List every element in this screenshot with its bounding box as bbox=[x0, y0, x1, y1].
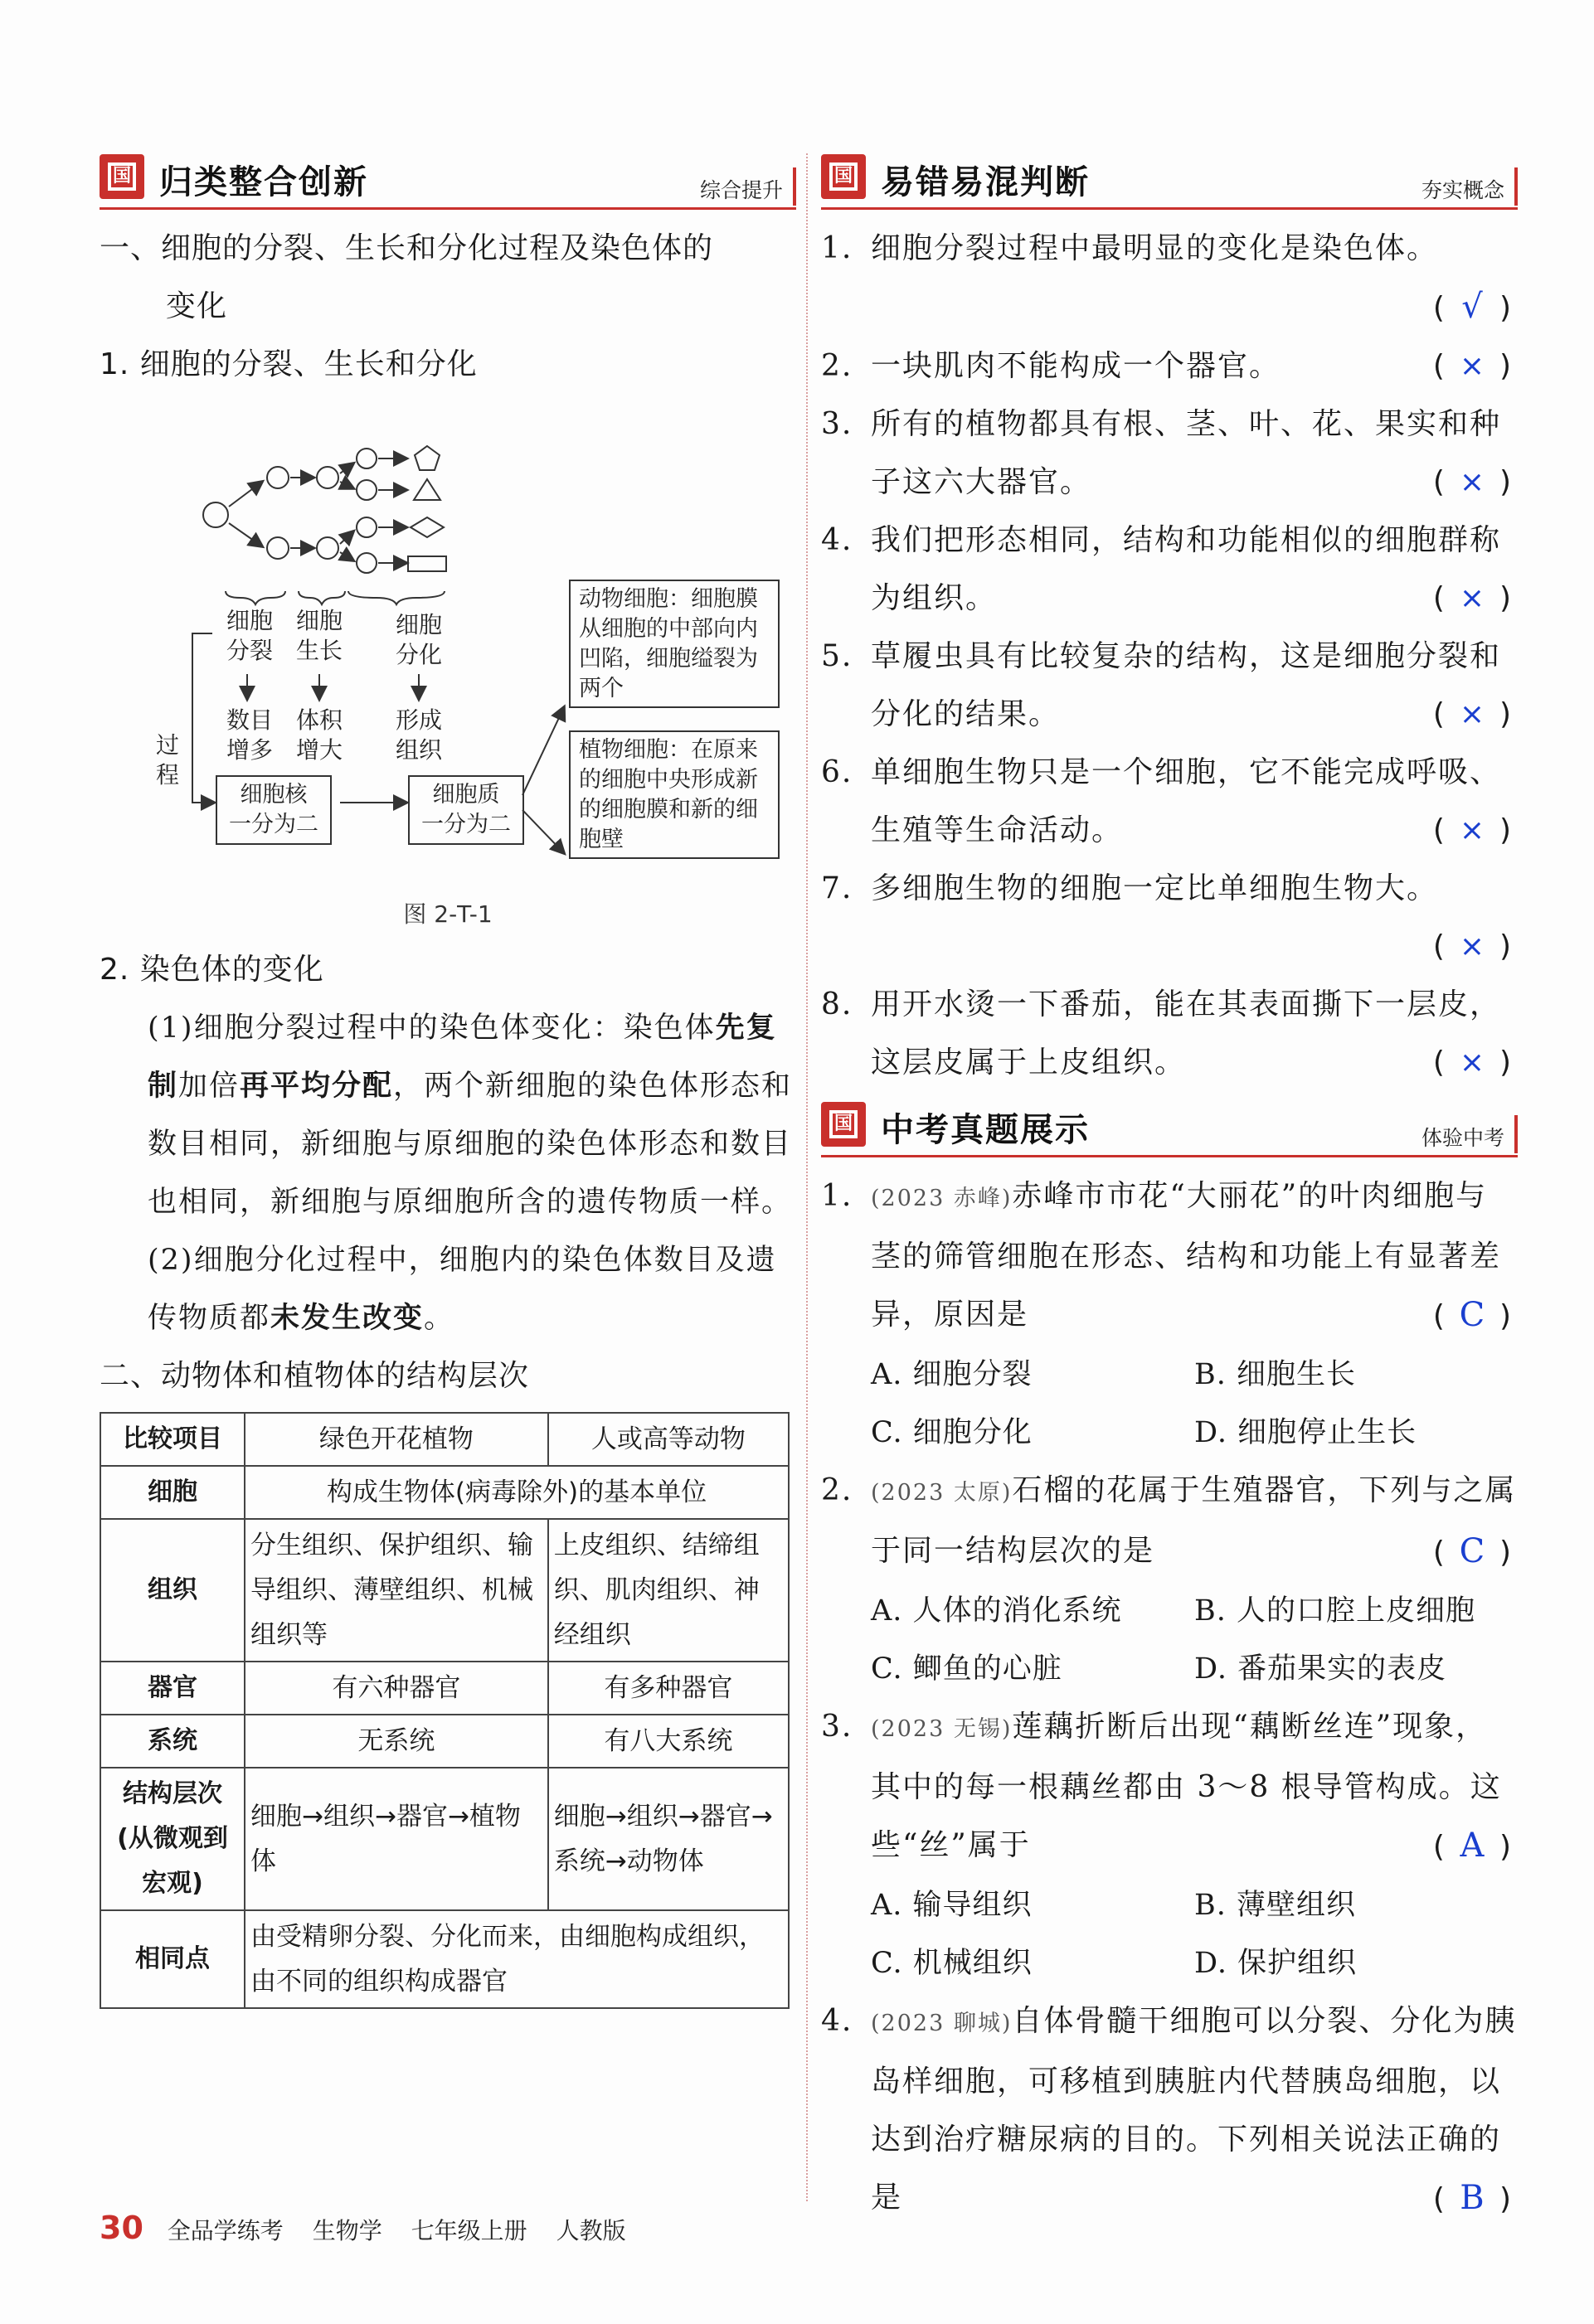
question-number: 2. bbox=[821, 1473, 853, 1507]
option-list bbox=[821, 1346, 1518, 1462]
judge-item bbox=[821, 395, 1518, 512]
paragraph-division-chromosome: (1)细胞分裂过程中的染色体变化：染色体先复制加倍再平均分配，两个新细胞的染色体形态和数目相同，新细胞与原细胞的染色体形态和数目也相同，新细胞与原细胞所含的遗传物质一样。 bbox=[148, 1012, 793, 1219]
table-row bbox=[100, 1466, 789, 1519]
section-header-exam bbox=[821, 1097, 1518, 1157]
label-process: 过 程 bbox=[155, 731, 179, 788]
answer-bracket: ( C ) bbox=[1433, 1286, 1513, 1346]
section-tag-bar bbox=[793, 167, 796, 206]
cell-shape bbox=[203, 502, 228, 527]
section-title: 中考真题展示 bbox=[881, 1111, 1090, 1149]
question-text: 我们把形态相同，结构和功能相似的细胞群称为组织。 bbox=[871, 523, 1502, 615]
footer-grade: 七年级上册 bbox=[411, 2217, 527, 2244]
exam-question bbox=[821, 1992, 1518, 2229]
table-cell: 相同点 bbox=[100, 1910, 245, 2008]
question-text: 用开水烫一下番茄，能在其表面撕下一层皮，这层皮属于上皮组织。 bbox=[871, 987, 1502, 1080]
table-cell: 细胞→组织→器官→系统→动物体 bbox=[548, 1768, 789, 1910]
exam-question bbox=[821, 1167, 1518, 1462]
section-tag-bar bbox=[1514, 1115, 1518, 1153]
table-row bbox=[100, 1519, 789, 1662]
exam-question bbox=[821, 1698, 1518, 1992]
section-header-judge bbox=[821, 149, 1518, 210]
answer-mark: × bbox=[1459, 697, 1487, 731]
answer-bracket: ( × ) bbox=[1433, 570, 1513, 628]
answer-bracket: ( C ) bbox=[1433, 1522, 1513, 1582]
answer-bracket: ( A ) bbox=[1433, 1817, 1513, 1876]
box-plant-cell: 植物细胞：在原来的细胞中央形成新的细胞膜和新的细胞壁 bbox=[569, 730, 780, 859]
question-text: 细胞分裂过程中最明显的变化是染色体。 bbox=[871, 231, 1439, 265]
table-cell: 细胞 bbox=[100, 1466, 245, 1519]
answer-bracket: ( × ) bbox=[1433, 686, 1513, 744]
option-item: C. 细胞分化 bbox=[871, 1416, 1033, 1449]
table-cell: 结构层次(从微观到宏观) bbox=[100, 1768, 245, 1910]
table-header-cell: 绿色开花植物 bbox=[245, 1413, 548, 1466]
figure-caption: 图 2-T-1 bbox=[403, 900, 493, 928]
footer-subject: 生物学 bbox=[312, 2217, 382, 2244]
section-header-summary bbox=[100, 149, 796, 210]
heading-cell-division-cont: 变化 bbox=[166, 289, 228, 323]
question-number: 4. bbox=[821, 2004, 853, 2038]
option-item: D. 番茄果实的表皮 bbox=[1194, 1652, 1447, 1686]
footer-edition: 人教版 bbox=[556, 2217, 626, 2244]
right-column bbox=[821, 149, 1518, 2229]
section-title: 易错易混判断 bbox=[881, 163, 1090, 201]
box-cytoplasm-divides: 细胞质 一分为二 bbox=[408, 775, 524, 845]
judge-item bbox=[821, 628, 1518, 744]
table-cell: 器官 bbox=[100, 1662, 245, 1715]
pentagon-shape bbox=[415, 446, 440, 470]
option-item: C. 机械组织 bbox=[871, 1947, 1033, 1980]
option-item: C. 鲫鱼的心脏 bbox=[871, 1652, 1062, 1686]
answer-mark: × bbox=[1459, 349, 1487, 383]
diamond-shape bbox=[411, 517, 444, 537]
table-cell: 有六种器官 bbox=[245, 1662, 548, 1715]
section-logo-icon: 国 bbox=[100, 154, 144, 199]
option-item: A. 人体的消化系统 bbox=[871, 1594, 1122, 1628]
label-cell-growth: 细胞 生长 bbox=[295, 607, 343, 664]
answer-bracket: ( × ) bbox=[1433, 1034, 1513, 1092]
table-cell: 由受精卵分裂、分化而来，由细胞构成组织，由不同的组织构成器官 bbox=[245, 1910, 789, 2008]
answer-bracket: ( √ ) bbox=[1433, 278, 1513, 337]
label-volume-increase: 体积 增大 bbox=[295, 706, 343, 764]
column-divider bbox=[806, 153, 808, 2201]
question-text: 赤峰市市花“大丽花”的叶肉细胞与茎的筛管细胞在形态、结构和功能上有显著差异，原因是 bbox=[871, 1179, 1502, 1332]
answer-bracket: ( × ) bbox=[1433, 454, 1513, 512]
question-number: 3. bbox=[821, 1710, 853, 1744]
answer-mark: √ bbox=[1461, 288, 1485, 326]
answer-mark: × bbox=[1459, 813, 1487, 847]
judge-list bbox=[821, 220, 1518, 1092]
question-text: 单细胞生物只是一个细胞，它不能完成呼吸、生殖等生命活动。 bbox=[871, 755, 1502, 847]
section-title: 归类整合创新 bbox=[159, 163, 368, 201]
option-item: B. 薄壁组织 bbox=[1194, 1889, 1356, 1922]
exam-question-list bbox=[821, 1167, 1518, 2229]
comparison-table bbox=[100, 1412, 790, 2009]
exam-question bbox=[821, 1462, 1518, 1698]
question-text: 草履虫具有比较复杂的结构，这是细胞分裂和分化的结果。 bbox=[871, 639, 1502, 731]
judge-item bbox=[821, 744, 1518, 860]
label-cell-differentiation: 细胞 分化 bbox=[395, 611, 442, 668]
table-cell: 上皮组织、结缔组织、肌肉组织、神经组织 bbox=[548, 1519, 789, 1662]
table-row bbox=[100, 1910, 789, 2008]
section-tag: 综合提升 bbox=[699, 178, 783, 202]
answer-mark: A bbox=[1460, 1827, 1486, 1865]
table-cell: 无系统 bbox=[245, 1715, 548, 1768]
heading-structure-levels: 二、动物体和植物体的结构层次 bbox=[100, 1359, 530, 1393]
answer-mark: × bbox=[1459, 581, 1487, 615]
table-row bbox=[100, 1413, 789, 1466]
page-footer bbox=[100, 2210, 648, 2246]
option-item: D. 细胞停止生长 bbox=[1194, 1416, 1417, 1449]
question-source: (2023 无锡) bbox=[871, 1716, 1013, 1742]
triangle-shape bbox=[414, 479, 440, 500]
answer-bracket: ( B ) bbox=[1433, 2169, 1513, 2229]
answer-mark: × bbox=[1459, 929, 1487, 963]
section-logo-icon: 国 bbox=[821, 1102, 866, 1147]
question-number: 8. bbox=[821, 987, 853, 1021]
paragraph-differentiation-chromosome: (2)细胞分化过程中，细胞内的染色体数目及遗传物质都未发生改变。 bbox=[148, 1244, 777, 1335]
left-column bbox=[100, 149, 796, 2009]
table-cell: 构成生物体(病毒除外)的基本单位 bbox=[245, 1466, 789, 1519]
question-number: 1. bbox=[821, 1179, 853, 1213]
option-item: A. 输导组织 bbox=[871, 1889, 1033, 1922]
box-animal-cell: 动物细胞：细胞膜从细胞的中部向内凹陷，细胞缢裂为两个 bbox=[569, 580, 780, 708]
judge-item bbox=[821, 220, 1518, 337]
judge-item bbox=[821, 337, 1518, 395]
question-text: 多细胞生物的细胞一定比单细胞生物大。 bbox=[871, 871, 1439, 905]
question-text: 石榴的花属于生殖器官，下列与之属于同一结构层次的是 bbox=[871, 1473, 1517, 1568]
table-cell: 有八大系统 bbox=[548, 1715, 789, 1768]
judge-item bbox=[821, 512, 1518, 628]
option-item: D. 保护组织 bbox=[1194, 1947, 1358, 1980]
answer-bracket: ( × ) bbox=[1433, 337, 1513, 395]
judge-item bbox=[821, 860, 1518, 976]
label-form-tissue: 形成 组织 bbox=[395, 706, 442, 764]
answer-bracket: ( × ) bbox=[1433, 802, 1513, 860]
question-number: 3. bbox=[821, 407, 853, 441]
subheading-2: 2. 染色体的变化 bbox=[100, 953, 324, 987]
question-number: 5. bbox=[821, 639, 853, 673]
section-logo-icon: 国 bbox=[821, 154, 866, 199]
question-number: 6. bbox=[821, 755, 853, 789]
label-number-increase: 数目 增多 bbox=[226, 706, 273, 764]
answer-mark: C bbox=[1459, 1532, 1487, 1570]
question-text: 所有的植物都具有根、茎、叶、花、果实和种子这六大器官。 bbox=[871, 407, 1502, 499]
section-tag-bar bbox=[1514, 167, 1518, 206]
label-cell-division: 细胞 分裂 bbox=[226, 607, 273, 664]
rectangle-shape bbox=[408, 556, 446, 571]
page-number: 30 bbox=[100, 2210, 143, 2246]
table-header-cell: 人或高等动物 bbox=[548, 1413, 789, 1466]
answer-mark: B bbox=[1460, 2179, 1486, 2217]
option-item: B. 细胞生长 bbox=[1194, 1358, 1356, 1391]
table-cell: 系统 bbox=[100, 1715, 245, 1768]
table-row bbox=[100, 1715, 789, 1768]
option-item: A. 细胞分裂 bbox=[871, 1358, 1033, 1391]
question-text: 莲藕折断后出现“藕断丝连”现象，其中的每一根藕丝都由 3～8 根导管构成。这些“丝”属于 bbox=[871, 1710, 1502, 1862]
footer-brand: 全品学练考 bbox=[167, 2217, 284, 2244]
cell-process-diagram bbox=[100, 399, 796, 971]
question-source: (2023 聊城) bbox=[871, 2011, 1013, 2036]
table-cell: 分生组织、保护组织、输导组织、薄壁组织、机械组织等 bbox=[245, 1519, 548, 1662]
section-tag: 夯实概念 bbox=[1421, 178, 1504, 202]
heading-cell-division: 一、细胞的分裂、生长和分化过程及染色体的 bbox=[100, 231, 714, 265]
box-nucleus-divides: 细胞核 一分为二 bbox=[216, 775, 332, 845]
subheading-1: 1. 细胞的分裂、生长和分化 bbox=[100, 347, 478, 381]
option-list bbox=[821, 1582, 1518, 1698]
answer-bracket: ( × ) bbox=[1433, 918, 1513, 976]
table-row bbox=[100, 1662, 789, 1715]
judge-item bbox=[821, 976, 1518, 1092]
option-item: B. 人的口腔上皮细胞 bbox=[1194, 1594, 1475, 1628]
table-cell: 组织 bbox=[100, 1519, 245, 1662]
option-list bbox=[821, 1876, 1518, 1992]
table-cell: 有多种器官 bbox=[548, 1662, 789, 1715]
table-header-cell: 比较项目 bbox=[100, 1413, 245, 1466]
section-tag: 体验中考 bbox=[1421, 1126, 1504, 1150]
question-source: (2023 太原) bbox=[871, 1480, 1013, 1506]
question-number: 4. bbox=[821, 523, 853, 557]
question-source: (2023 赤峰) bbox=[871, 1186, 1013, 1211]
question-text: 一块肌肉不能构成一个器官。 bbox=[871, 349, 1281, 383]
answer-mark: × bbox=[1459, 465, 1487, 499]
answer-mark: C bbox=[1459, 1296, 1487, 1334]
table-cell: 细胞→组织→器官→植物体 bbox=[245, 1768, 548, 1910]
question-number: 2. bbox=[821, 349, 853, 383]
question-number: 7. bbox=[821, 871, 853, 905]
answer-mark: × bbox=[1459, 1046, 1487, 1080]
question-number: 1. bbox=[821, 231, 853, 265]
question-text: 自体骨髓干细胞可以分裂、分化为胰岛样细胞，可移植到胰脏内代替胰岛细胞，以达到治疗糖尿病的目的。下列相关说法正确的是 bbox=[871, 2004, 1517, 2215]
table-row bbox=[100, 1768, 789, 1910]
